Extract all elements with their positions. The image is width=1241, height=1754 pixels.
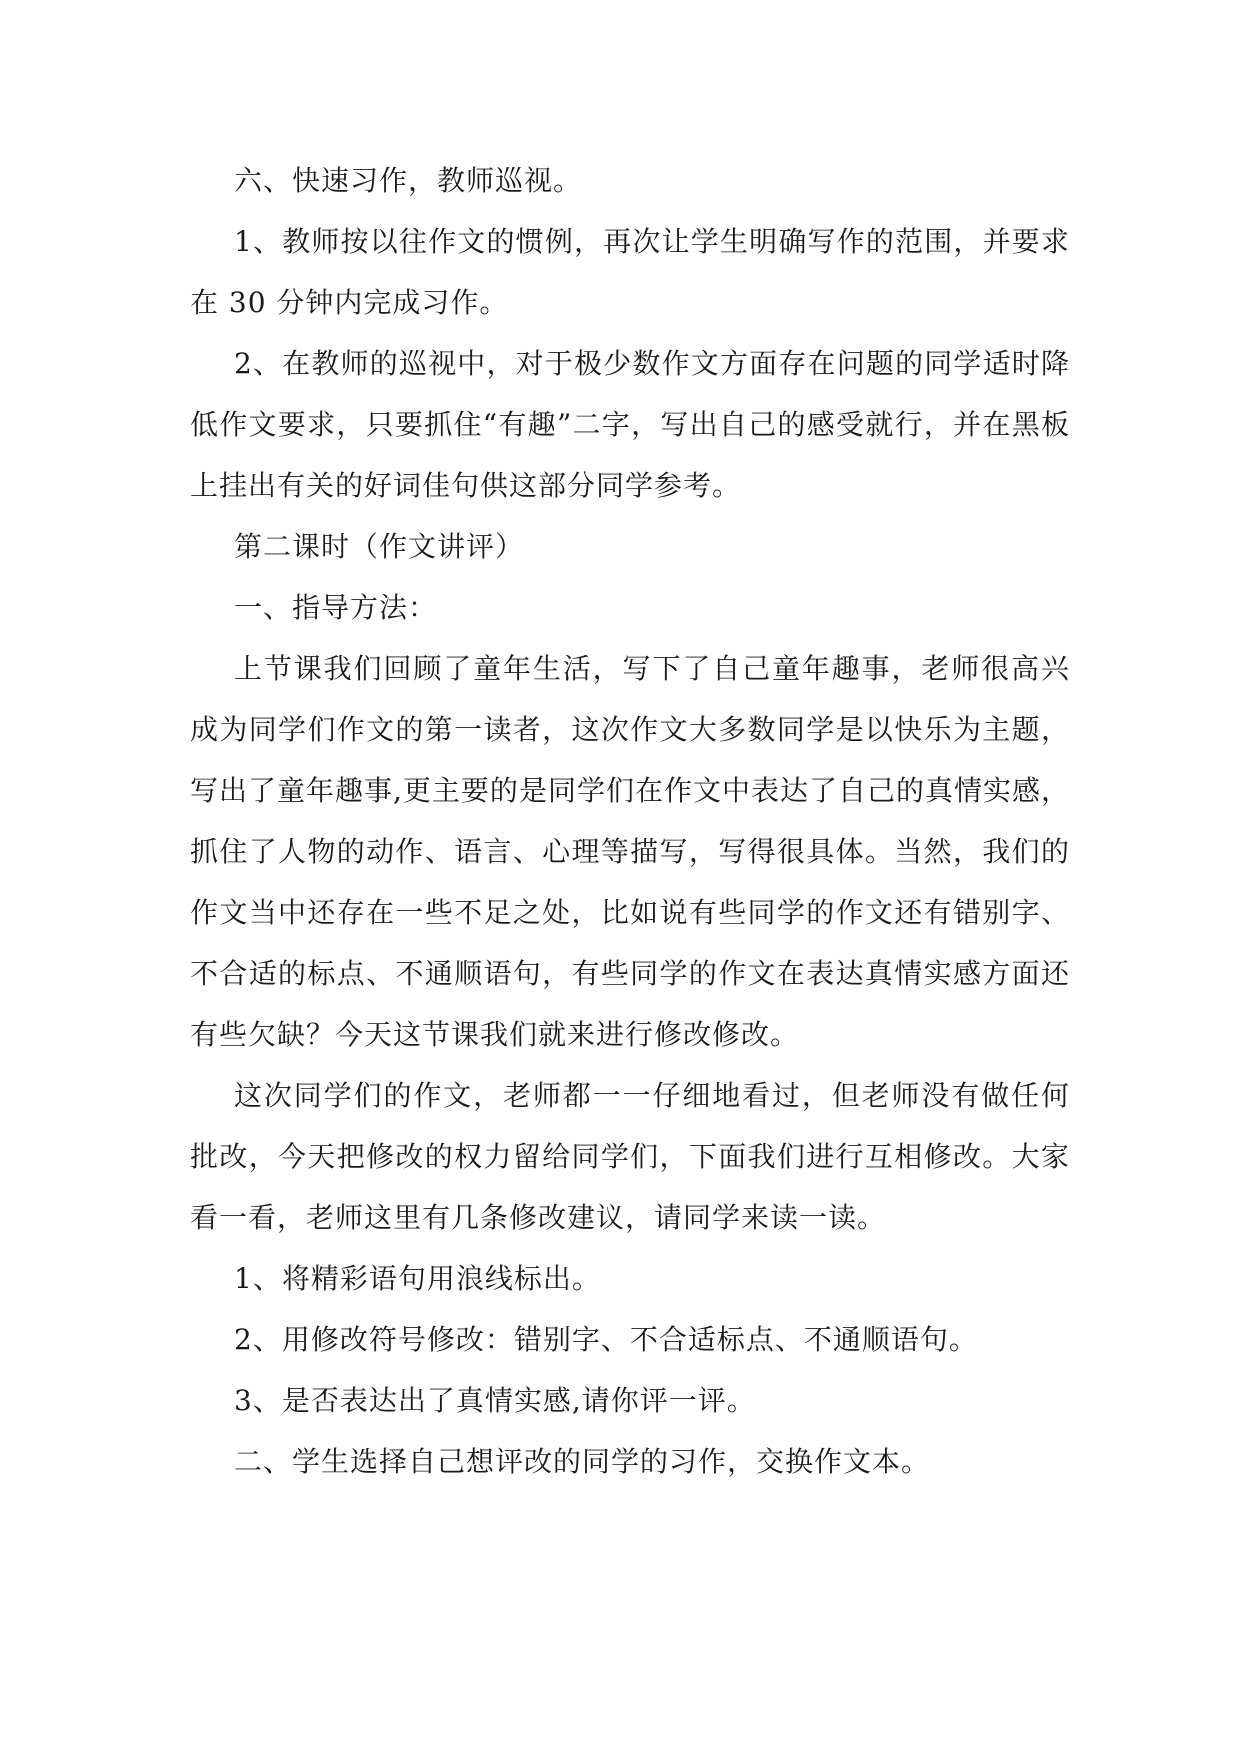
paragraph-guidance-heading: 一、指导方法： [234,591,438,624]
paragraph-step-six-item-2: 2、在教师的巡视中，对于极少数作文方面存在问题的同学适时降低作文要求，只要抓住“有趣”二字，写出自己的感受就行，并在黑板上挂出有关的好词佳句供这部分同学参考。 [190,347,1070,502]
document-body [190,150,1070,1492]
paragraph-step-six-heading: 六、快速习作，教师巡视。 [234,164,583,197]
paragraph-revision-item-3: 3、是否表达出了真情实感,请你评一评。 [234,1384,756,1417]
paragraph-revision-item-2: 2、用修改符号修改：错别字、不合适标点、不通顺语句。 [234,1323,978,1356]
paragraph-second-lesson-heading: 第二课时（作文讲评） [234,530,525,563]
paragraph-step-six-item-1: 1、教师按以往作文的惯例，再次让学生明确写作的范围，并要求在 30 分钟内完成习作。 [190,225,1070,319]
paragraph-step-two-heading: 二、学生选择自己想评改的同学的习作，交换作文本。 [234,1445,931,1478]
paragraph-guidance-intro: 上节课我们回顾了童年生活，写下了自己童年趣事，老师很高兴成为同学们作文的第一读者，这次作文大多数同学是以快乐为主题，写出了童年趣事,更主要的是同学们在作文中表达了自己的真情实感，抓住了人物的动作、语言、心理等描写，写得很具体。当然，我们的作文当中还存在一些不足之处，比如说有些同学的作文还有错别字、不合适的标点、不通顺语句，有些同学的作文在表达真情实感方面还有些欠缺？今天这节课我们就来进行修改修改。 [190,652,1070,1051]
paragraph-revision-intro: 这次同学们的作文，老师都一一仔细地看过，但老师没有做任何批改，今天把修改的权力留给同学们，下面我们进行互相修改。大家看一看，老师这里有几条修改建议，请同学来读一读。 [190,1079,1070,1234]
paragraph-revision-item-1: 1、将精彩语句用浪线标出。 [234,1262,601,1295]
